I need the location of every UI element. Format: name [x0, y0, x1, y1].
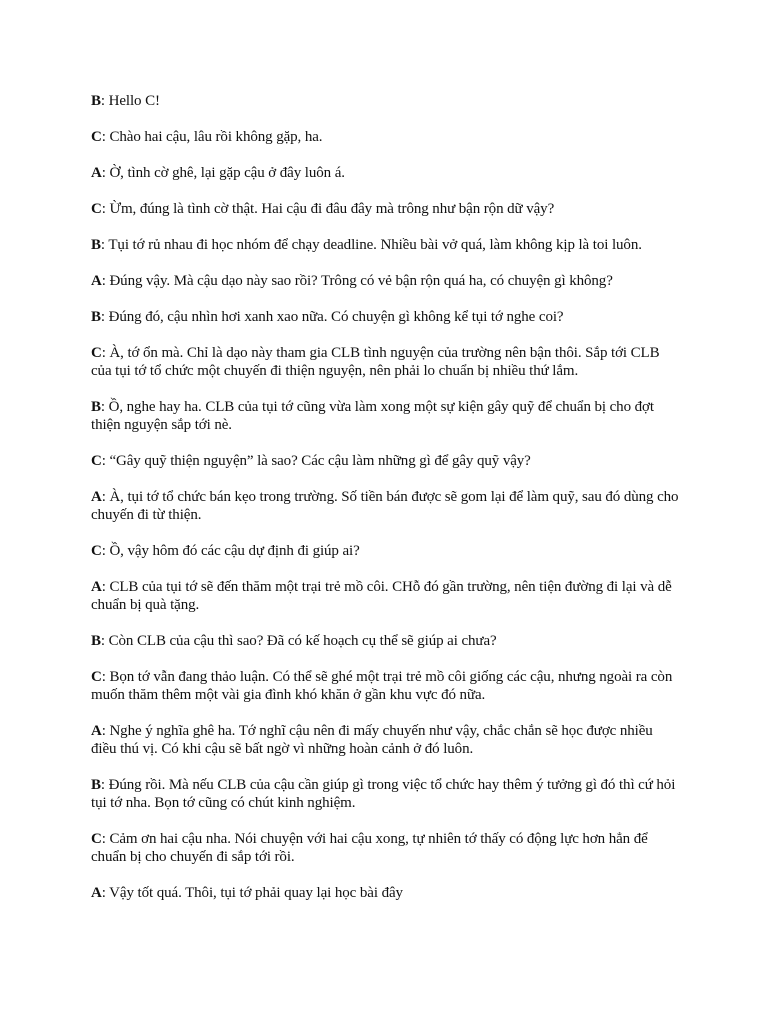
speaker-label: A [91, 273, 102, 289]
speaker-label: C [91, 201, 102, 217]
line-text: : “Gây quỹ thiện nguyện” là sao? Các cậu làm những gì để gây quỹ vậy? [101, 453, 531, 469]
speaker-label: C [91, 453, 102, 469]
speaker-label: B [91, 93, 101, 109]
line-text: : Ồ, nghe hay ha. CLB của tụi tớ cũng vừa làm xong một sự kiện gây quỹ để chuẩn bị cho đợt thiện nguyện sắp tới nè. [91, 399, 654, 433]
line-text: : À, tụi tớ tổ chức bán kẹo trong trường. Số tiền bán được sẽ gom lại để làm quỹ, sau đó dùng cho chuyến đi từ thiện. [91, 489, 679, 523]
line-text: : Đúng đó, cậu nhìn hơi xanh xao nữa. Có chuyện gì không kể tụi tớ nghe coi? [100, 309, 564, 325]
line-text: : Hello C! [100, 93, 160, 109]
line-text: : Đúng vậy. Mà cậu dạo này sao rồi? Trông có vẻ bận rộn quá ha, có chuyện gì không? [101, 273, 613, 289]
dialogue-line [91, 92, 681, 110]
speaker-label: C [91, 831, 102, 847]
line-text: : Đúng rồi. Mà nếu CLB của cậu cần giúp gì trong việc tổ chức hay thêm ý tưởng gì đó thì cứ hỏi tụi tớ nha. Bọn tớ cũng có chút kinh nghiệm. [91, 777, 676, 811]
line-text: : Ồ, vậy hôm đó các cậu dự định đi giúp ai? [101, 543, 360, 559]
line-text: : Ờ, tình cờ ghê, lại gặp cậu ở đây luôn á. [101, 165, 345, 181]
speaker-label: A [91, 165, 102, 181]
speaker-label: A [91, 579, 102, 595]
line-text: : Chào hai cậu, lâu rồi không gặp, ha. [101, 129, 323, 145]
speaker-label: C [91, 543, 102, 559]
dialogue-line [91, 776, 681, 812]
line-text: : Còn CLB của cậu thì sao? Đã có kế hoạch cụ thể sẽ giúp ai chưa? [100, 633, 497, 649]
speaker-label: C [91, 129, 102, 145]
dialogue-line [91, 632, 681, 650]
line-text: : Tụi tớ rủ nhau đi học nhóm để chạy deadline. Nhiều bài vở quá, làm không kịp là toi luôn. [100, 237, 642, 253]
dialogue-line [91, 830, 681, 866]
dialogue-line [91, 884, 681, 902]
dialogue-line [91, 578, 681, 614]
dialogue-line [91, 398, 681, 434]
dialogue-line [91, 308, 681, 326]
line-text: : CLB của tụi tớ sẽ đến thăm một trại trẻ mồ côi. CHỗ đó gần trường, nên tiện đường đi lại và dễ chuẩn bị quà tặng. [91, 579, 672, 613]
dialogue-line [91, 722, 681, 758]
line-text: : Nghe ý nghĩa ghê ha. Tớ nghĩ cậu nên đi mấy chuyến như vậy, chắc chắn sẽ học được nhiều điều thú vị. Có khi cậu sẽ bất ngờ vì những hoàn cảnh ở đó luôn. [91, 723, 653, 757]
dialogue-line [91, 164, 681, 182]
line-text: : Bọn tớ vẫn đang thảo luận. Có thể sẽ ghé một trại trẻ mồ côi giống các cậu, nhưng ngoài ra còn muốn thăm thêm một vài gia đình khó khăn ở gần khu vực đó nữa. [91, 669, 673, 703]
speaker-label: A [91, 885, 102, 901]
speaker-label: B [91, 633, 101, 649]
dialogue-line [91, 488, 681, 524]
dialogue-line [91, 452, 681, 470]
speaker-label: C [91, 669, 102, 685]
dialogue-line [91, 668, 681, 704]
dialogue-line [91, 542, 681, 560]
speaker-label: B [91, 399, 101, 415]
speaker-label: B [91, 777, 101, 793]
speaker-label: A [91, 489, 102, 505]
line-text: : Vậy tốt quá. Thôi, tụi tớ phải quay lại học bài đây [101, 885, 403, 901]
line-text: : Cảm ơn hai cậu nha. Nói chuyện với hai cậu xong, tự nhiên tớ thấy có động lực hơn hẳn để chuẩn bị cho chuyến đi sắp tới rồi. [91, 831, 648, 865]
dialogue-line [91, 344, 681, 380]
speaker-label: A [91, 723, 102, 739]
dialogue-line [91, 200, 681, 218]
dialogue-line [91, 272, 681, 290]
line-text: : À, tớ ổn mà. Chỉ là dạo này tham gia CLB tình nguyện của trường nên bận thôi. Sắp tới CLB của tụi tớ tổ chức một chuyến đi thiện nguyện, nên phải lo chuẩn bị nhiều thứ lắm. [91, 345, 660, 379]
document-page [91, 92, 681, 920]
speaker-label: B [91, 309, 101, 325]
speaker-label: C [91, 345, 102, 361]
speaker-label: B [91, 237, 101, 253]
dialogue-line [91, 236, 681, 254]
line-text: : Ừm, đúng là tình cờ thật. Hai cậu đi đâu đây mà trông như bận rộn dữ vậy? [101, 201, 555, 217]
dialogue-line [91, 128, 681, 146]
